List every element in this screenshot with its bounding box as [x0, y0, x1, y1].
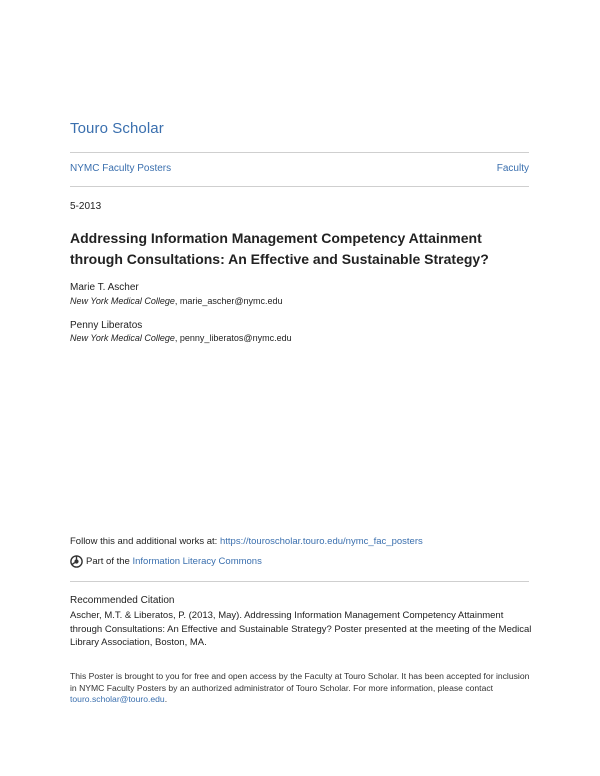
citation-text: Ascher, M.T. & Liberatos, P. (2013, May). Addressing Information Management Competency Attainment through Consultations: An Effective and Sustainable Strategy? Poster presented at the meeting of the Medical Library Association, Boston, MA. [70, 610, 532, 648]
notice-text: This Poster is brought to you for free and open access by the Faculty at Touro Scholar. It has been accepted for inclusion in NYMC Faculty Posters by an authorized administrator of Touro Scholar. For more information, please contact [70, 671, 530, 693]
commons-network-icon [70, 555, 83, 568]
author-institution: New York Medical College [70, 296, 175, 306]
author-email: , marie_ascher@nymc.edu [174, 296, 283, 306]
collection-url-link[interactable]: https://touroscholar.touro.edu/nymc_fac_posters [219, 536, 423, 547]
access-notice [70, 671, 532, 706]
contact-email-link[interactable]: touro.scholar@touro.edu [70, 694, 165, 704]
author-affiliation [70, 296, 283, 306]
site-name-link[interactable]: Touro Scholar [70, 120, 164, 137]
author-name: Penny Liberatos [70, 320, 143, 331]
notice-suffix: . [164, 694, 168, 704]
author-affiliation [70, 333, 292, 343]
citation-heading: Recommended Citation [70, 595, 175, 606]
author-email: , penny_liberatos@nymc.edu [174, 333, 292, 343]
citation-divider [70, 581, 529, 582]
header-divider-bottom [70, 186, 529, 187]
collection-link[interactable]: NYMC Faculty Posters [70, 163, 172, 174]
commons-link[interactable]: Information Literacy Commons [132, 556, 262, 567]
category-link[interactable]: Faculty [496, 163, 529, 174]
part-of-line [70, 555, 262, 568]
follow-prefix: Follow this and additional works at: [70, 536, 220, 547]
publication-date: 5-2013 [70, 201, 102, 212]
header-divider-top [70, 152, 529, 153]
author-name: Marie T. Ascher [70, 282, 139, 293]
article-title: Addressing Information Management Competency Attainment through Consultations: An Effective and Sustainable Strategy? [70, 230, 489, 267]
follow-line [70, 536, 423, 547]
author-institution: New York Medical College [70, 333, 175, 343]
part-of-prefix: Part of the [86, 556, 130, 567]
